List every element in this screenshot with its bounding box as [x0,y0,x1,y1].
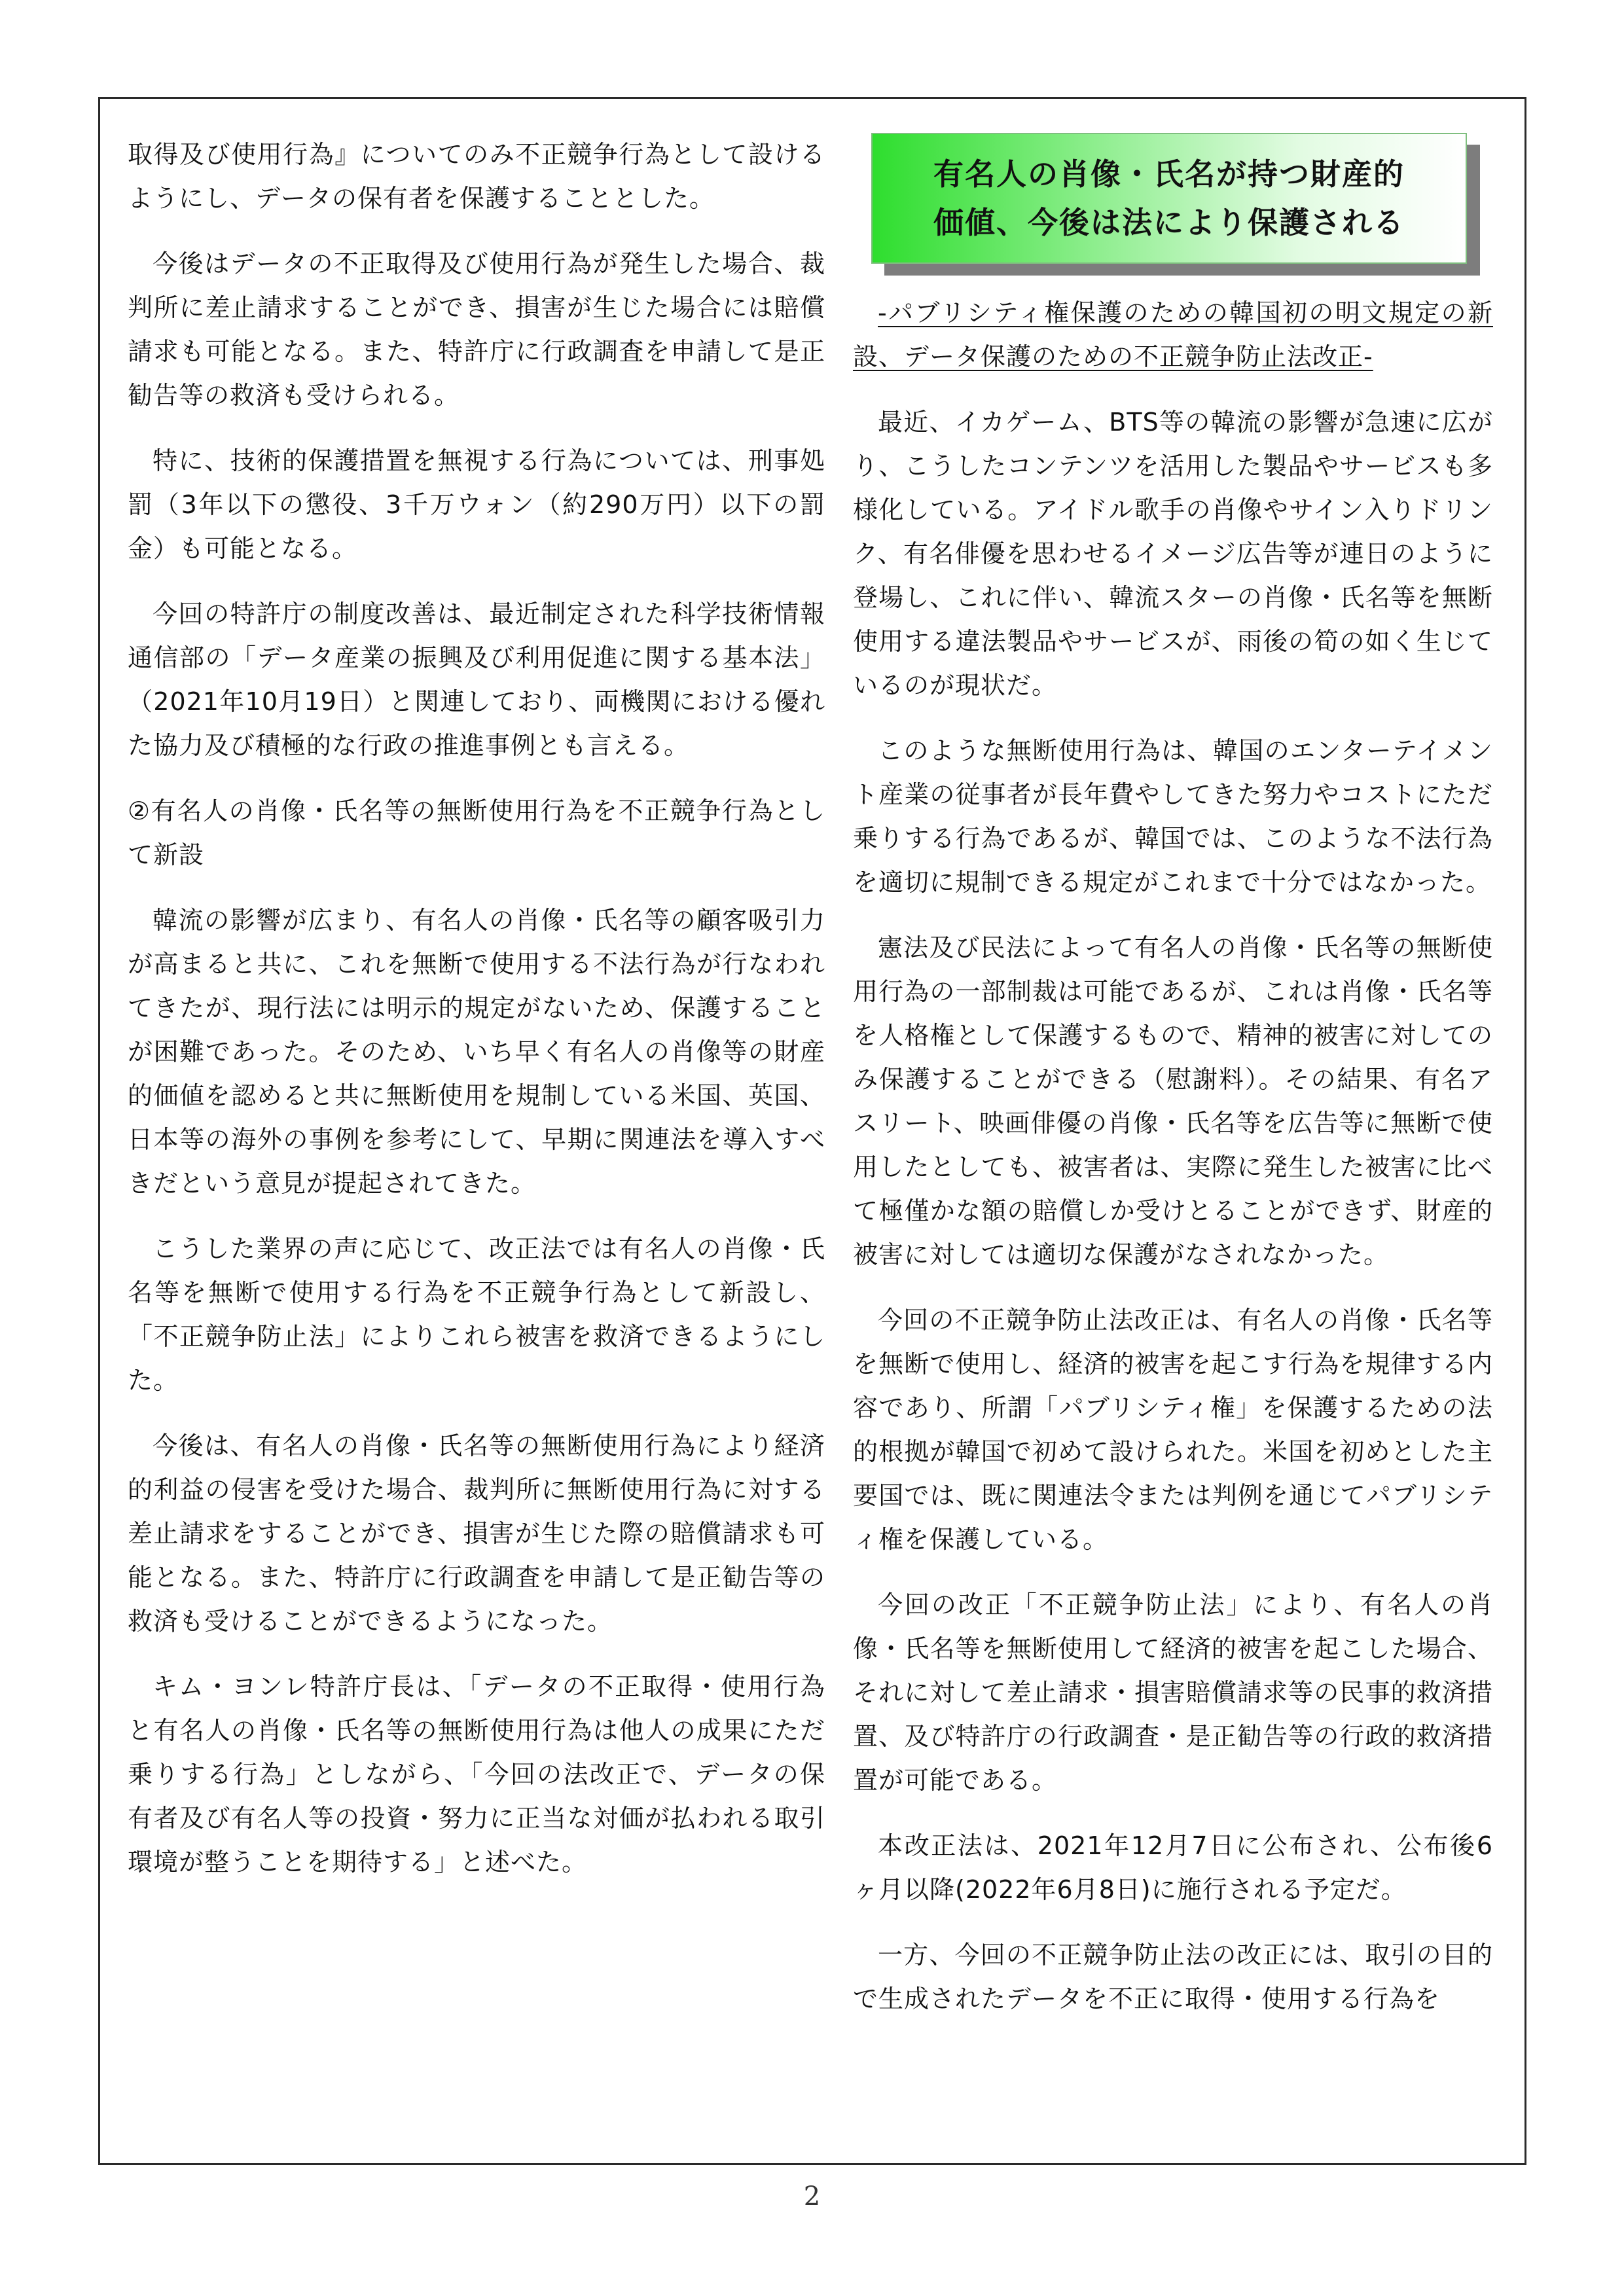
left-paragraph-5: 韓流の影響が広まり、有名人の肖像・氏名等の顧客吸引力が高まると共に、これを無断で使用する不法行為が行なわれてきたが、現行法には明示的規定がないため、保護することが困難であった。そのため、いち早く有名人の肖像等の財産的価値を認めると共に無断使用を規制している米国、英国、日本等の海外の事例を参考にして、早期に関連法を導入すべきだという意見が提起されてきた。 [128,906,825,1198]
section-heading: ②有名人の肖像・氏名等の無断使用行為を不正競争行為として新設 [128,797,825,869]
right-paragraph-3: 憲法及び民法によって有名人の肖像・氏名等の無断使用行為の一部制裁は可能であるが、これは肖像・氏名等を人格権として保護するもので、精神的被害に対してのみ保護することができる（慰謝料）。その結果、有名アスリート、映画俳優の肖像・氏名等を広告等に無断で使用したとしても、被害者は、実際に発生した被害に比べて極僅かな額の賠償しか受けとることができず、財産的被害に対しては適切な保護がなされなかった。 [853,933,1493,1269]
right-paragraph-7: 一方、今回の不正競争防止法の改正には、取引の目的で生成されたデータを不正に取得・使用する行為を [853,1941,1493,2013]
right-column [853,133,1493,2043]
article-subtitle: -パブリシティ権保護のための韓国初の明文規定の新設、データ保護のための不正競争防止法改正- [853,298,1493,371]
right-paragraph-4: 今回の不正競争防止法改正は、有名人の肖像・氏名等を無断で使用し、経済的被害を起こす行為を規律する内容であり、所謂「パブリシティ権」を保護するための法的根拠が韓国で初めて設けられた。米国を初めとした主要国では、既に関連法令または判例を通じてパブリシティ権を保護している。 [853,1306,1493,1554]
left-paragraph-4: 今回の特許庁の制度改善は、最近制定された科学技術情報通信部の「データ産業の振興及び利用促進に関する基本法」（2021年10月19日）と関連しており、両機関における優れた協力及び積極的な行政の推進事例とも言える。 [128,600,825,760]
left-paragraph-1: 取得及び使用行為』についてのみ不正競争行為として設けるようにし、データの保有者を保護することとした。 [128,140,825,213]
right-paragraph-6: 本改正法は、2021年12月7日に公布され、公布後6ヶ月以降(2022年6月8日)に施行される予定だ。 [853,1831,1493,1904]
left-column [128,133,825,1906]
article-title-line-1: 有名人の肖像・氏名が持つ財産的 [933,156,1405,192]
page-number: 2 [803,2181,821,2212]
article-title-box [871,133,1480,276]
left-paragraph-7: 今後は、有名人の肖像・氏名等の無断使用行為により経済的利益の侵害を受けた場合、裁判所に無断使用行為に対する差止請求をすることができ、損害が生じた際の賠償請求も可能となる。また、特許庁に行政調査を申請して是正勧告等の救済も受けることができるようになった。 [128,1431,825,1636]
right-paragraph-2: このような無断使用行為は、韓国のエンターテイメント産業の従事者が長年費やしてきた努力やコストにただ乗りする行為であるが、韓国では、このような不法行為を適切に規制できる規定がこれまで十分ではなかった。 [853,736,1493,897]
left-paragraph-3: 特に、技術的保護措置を無視する行為については、刑事処罰（3年以下の懲役、3千万ウォン（約290万円）以下の罰金）も可能となる。 [128,446,825,563]
page-frame [98,97,1526,2165]
title-box-face [871,133,1467,264]
left-paragraph-6: こうした業界の声に応じて、改正法では有名人の肖像・氏名等を無断で使用する行為を不正競争行為として新設し、「不正競争防止法」によりこれら被害を救済できるようにした。 [128,1234,825,1395]
article-title-line-2: 価値、今後は法により保護される [933,205,1405,240]
right-paragraph-5: 今回の改正「不正競争防止法」により、有名人の肖像・氏名等を無断使用して経済的被害を起こした場合、それに対して差止請求・損害賠償請求等の民事的救済措置、及び特許庁の行政調査・是正勧告等の行政的救済措置が可能である。 [853,1590,1493,1795]
left-paragraph-8: キム・ヨンレ特許庁長は、「データの不正取得・使用行為と有名人の肖像・氏名等の無断使用行為は他人の成果にただ乗りする行為」としながら、「今回の法改正で、データの保有者及び有名人等の投資・努力に正当な対価が払われる取引環境が整うことを期待する」と述べた。 [128,1672,825,1876]
right-paragraph-1: 最近、イカゲーム、BTS等の韓流の影響が急速に広がり、こうしたコンテンツを活用した製品やサービスも多様化している。アイドル歌手の肖像やサイン入りドリンク、有名俳優を思わせるイメージ広告等が連日のように登場し、これに伴い、韓流スターの肖像・氏名等を無断使用する違法製品やサービスが、雨後の筍の如く生じているのが現状だ。 [853,408,1493,700]
left-paragraph-2: 今後はデータの不正取得及び使用行為が発生した場合、裁判所に差止請求することができ、損害が生じた場合には賠償請求も可能となる。また、特許庁に行政調査を申請して是正勧告等の救済も受けられる。 [128,249,825,410]
